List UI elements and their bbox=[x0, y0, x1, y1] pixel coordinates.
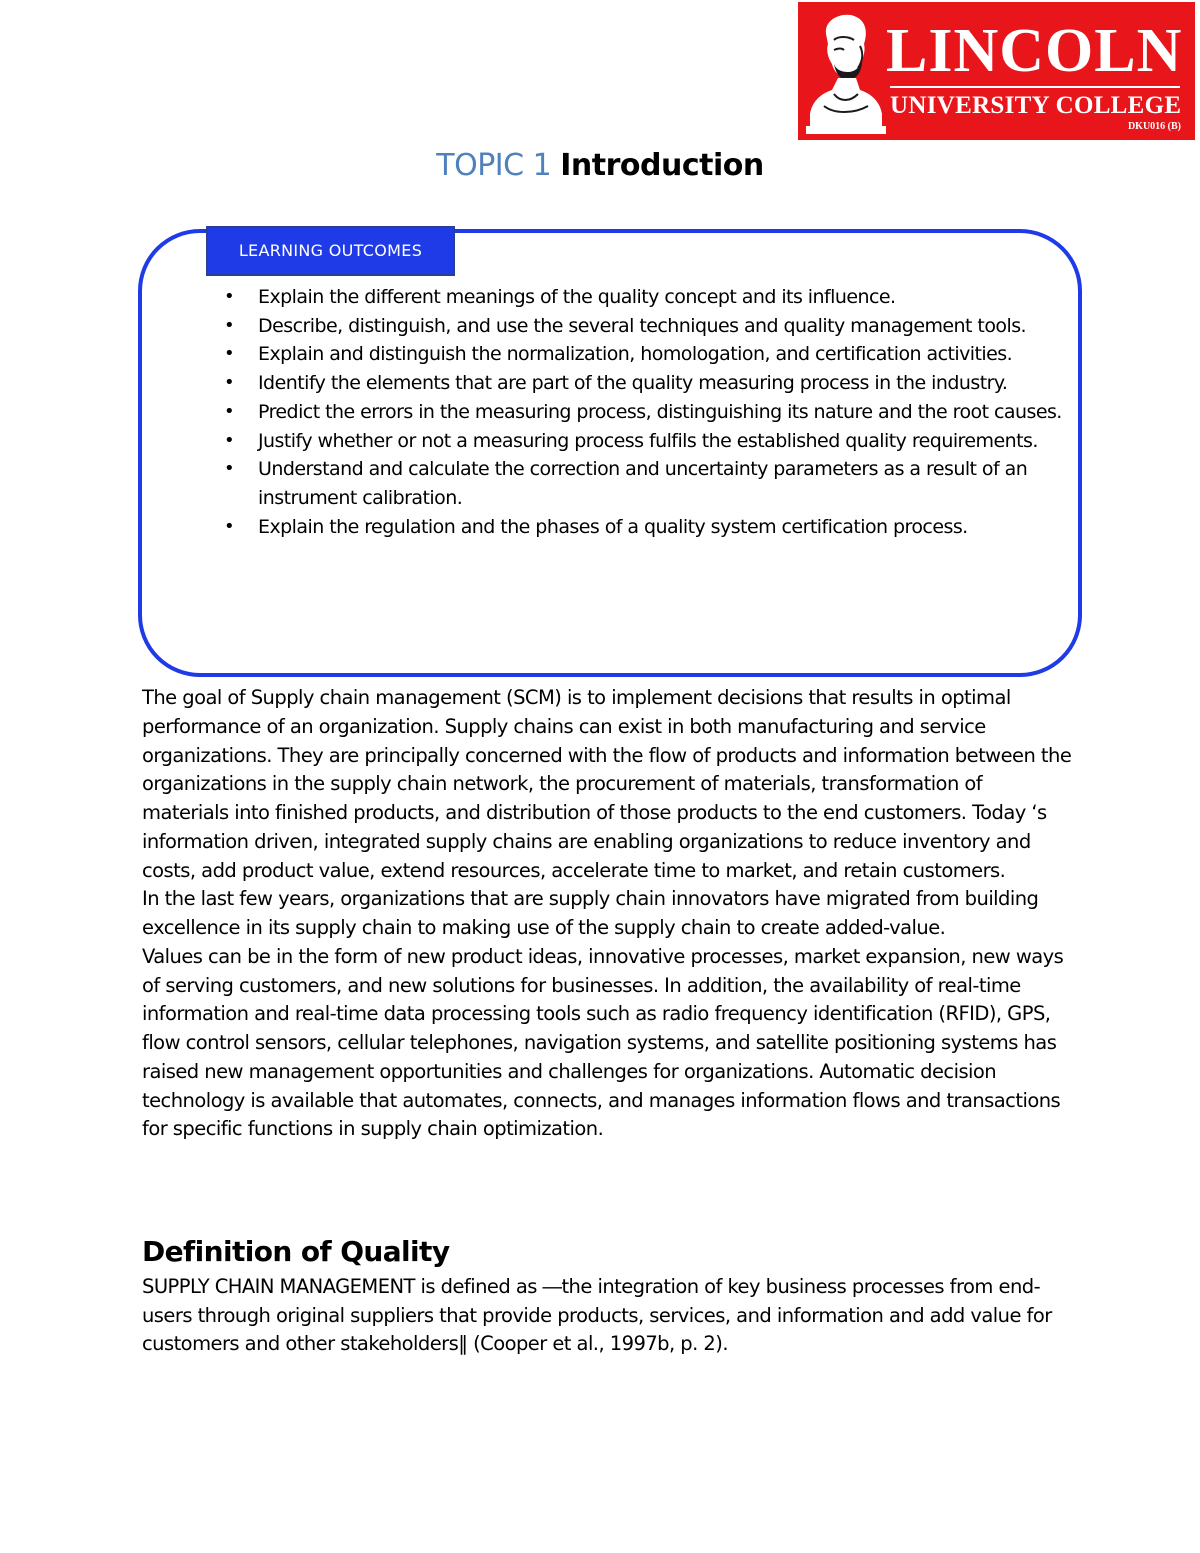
outcome-text: Explain the regulation and the phases of a quality system certification process. bbox=[258, 515, 968, 538]
outcome-text: Explain the different meanings of the quality concept and its influence. bbox=[258, 286, 896, 308]
list-item bbox=[224, 398, 1068, 427]
topic-number: TOPIC 1 bbox=[436, 148, 552, 183]
learning-outcomes-label: LEARNING OUTCOMES bbox=[206, 226, 455, 276]
outcome-text: Explain and distinguish the normalization, homologation, and certification activities. bbox=[258, 343, 1013, 366]
body-text bbox=[142, 684, 1072, 1144]
bullet-icon: • bbox=[224, 372, 235, 394]
logo-wordmark: LINCOLN bbox=[886, 17, 1183, 85]
list-item bbox=[224, 340, 1068, 369]
logo-subword: UNIVERSITY COLLEGE bbox=[890, 92, 1182, 119]
list-item bbox=[224, 513, 1068, 542]
lincoln-bust-icon bbox=[804, 10, 886, 134]
logo-code: DKU016 (B) bbox=[1127, 121, 1181, 132]
body-paragraph: Values can be in the form of new product ideas, innovative processes, market expansion, new ways of serving customers, and new solutions for businesses. In addition, the availability of real-time information and real-time data processing tools such as radio frequency identification (RFID), GPS, flow control sensors, cellular telephones, navigation systems, and satellite positioning systems has raised new management opportunities and challenges for organizations. Automatic decision technology is available that automates, connects, and manages information flows and transactions for specific functions in supply chain optimization. bbox=[142, 944, 1064, 1141]
bullet-icon: • bbox=[224, 400, 235, 422]
bullet-icon: • bbox=[224, 343, 235, 365]
learning-outcomes-list bbox=[224, 283, 1068, 541]
bullet-icon: • bbox=[224, 458, 235, 480]
list-item bbox=[224, 312, 1068, 341]
university-logo bbox=[798, 2, 1195, 140]
definition-text: SUPPLY CHAIN MANAGEMENT is defined as ―the integration of key business processes from end-users through original suppliers that provide products, services, and information and add value for customers and other stakeholders‖ (Cooper et al., 1997b, p. 2). bbox=[142, 1275, 1052, 1355]
topic-name: Introduction bbox=[560, 148, 764, 183]
outcome-text: Describe, distinguish, and use the several techniques and quality management tools. bbox=[258, 314, 1027, 337]
bullet-icon: • bbox=[224, 429, 235, 451]
logo-divider bbox=[890, 86, 1180, 88]
list-item bbox=[224, 427, 1068, 456]
list-item bbox=[224, 283, 1068, 312]
outcome-text: Understand and calculate the correction and uncertainty parameters as a result of an instrument calibration. bbox=[258, 458, 1028, 509]
outcome-text: Identify the elements that are part of the quality measuring process in the industry. bbox=[258, 372, 1008, 395]
outcome-text: Predict the errors in the measuring process, distinguishing its nature and the root causes. bbox=[258, 400, 1062, 423]
body-paragraph: In the last few years, organizations that are supply chain innovators have migrated from building excellence in its supply chain to making use of the supply chain to create added-value. bbox=[142, 887, 1039, 939]
bullet-icon: • bbox=[224, 314, 235, 336]
body-paragraph: The goal of Supply chain management (SCM) is to implement decisions that results in optimal performance of an organization. Supply chains can exist in both manufacturing and service organizations. They are principally concerned with the flow of products and information between the organizations in the supply chain network, the procurement of materials, transformation of materials into finished products, and distribution of those products to the end customers. Today ‘s information driven, integrated supply chains are enabling organizations to reduce inventory and costs, add product value, extend resources, accelerate time to market, and retain customers. bbox=[142, 686, 1072, 882]
list-item bbox=[224, 369, 1068, 398]
bullet-icon: • bbox=[224, 515, 235, 537]
list-item bbox=[224, 455, 1068, 512]
section-heading: Definition of Quality bbox=[142, 1235, 450, 1268]
page-title bbox=[0, 144, 1200, 188]
outcome-text: Justify whether or not a measuring process fulfils the established quality requirements. bbox=[258, 429, 1038, 452]
bullet-icon: • bbox=[224, 286, 235, 307]
